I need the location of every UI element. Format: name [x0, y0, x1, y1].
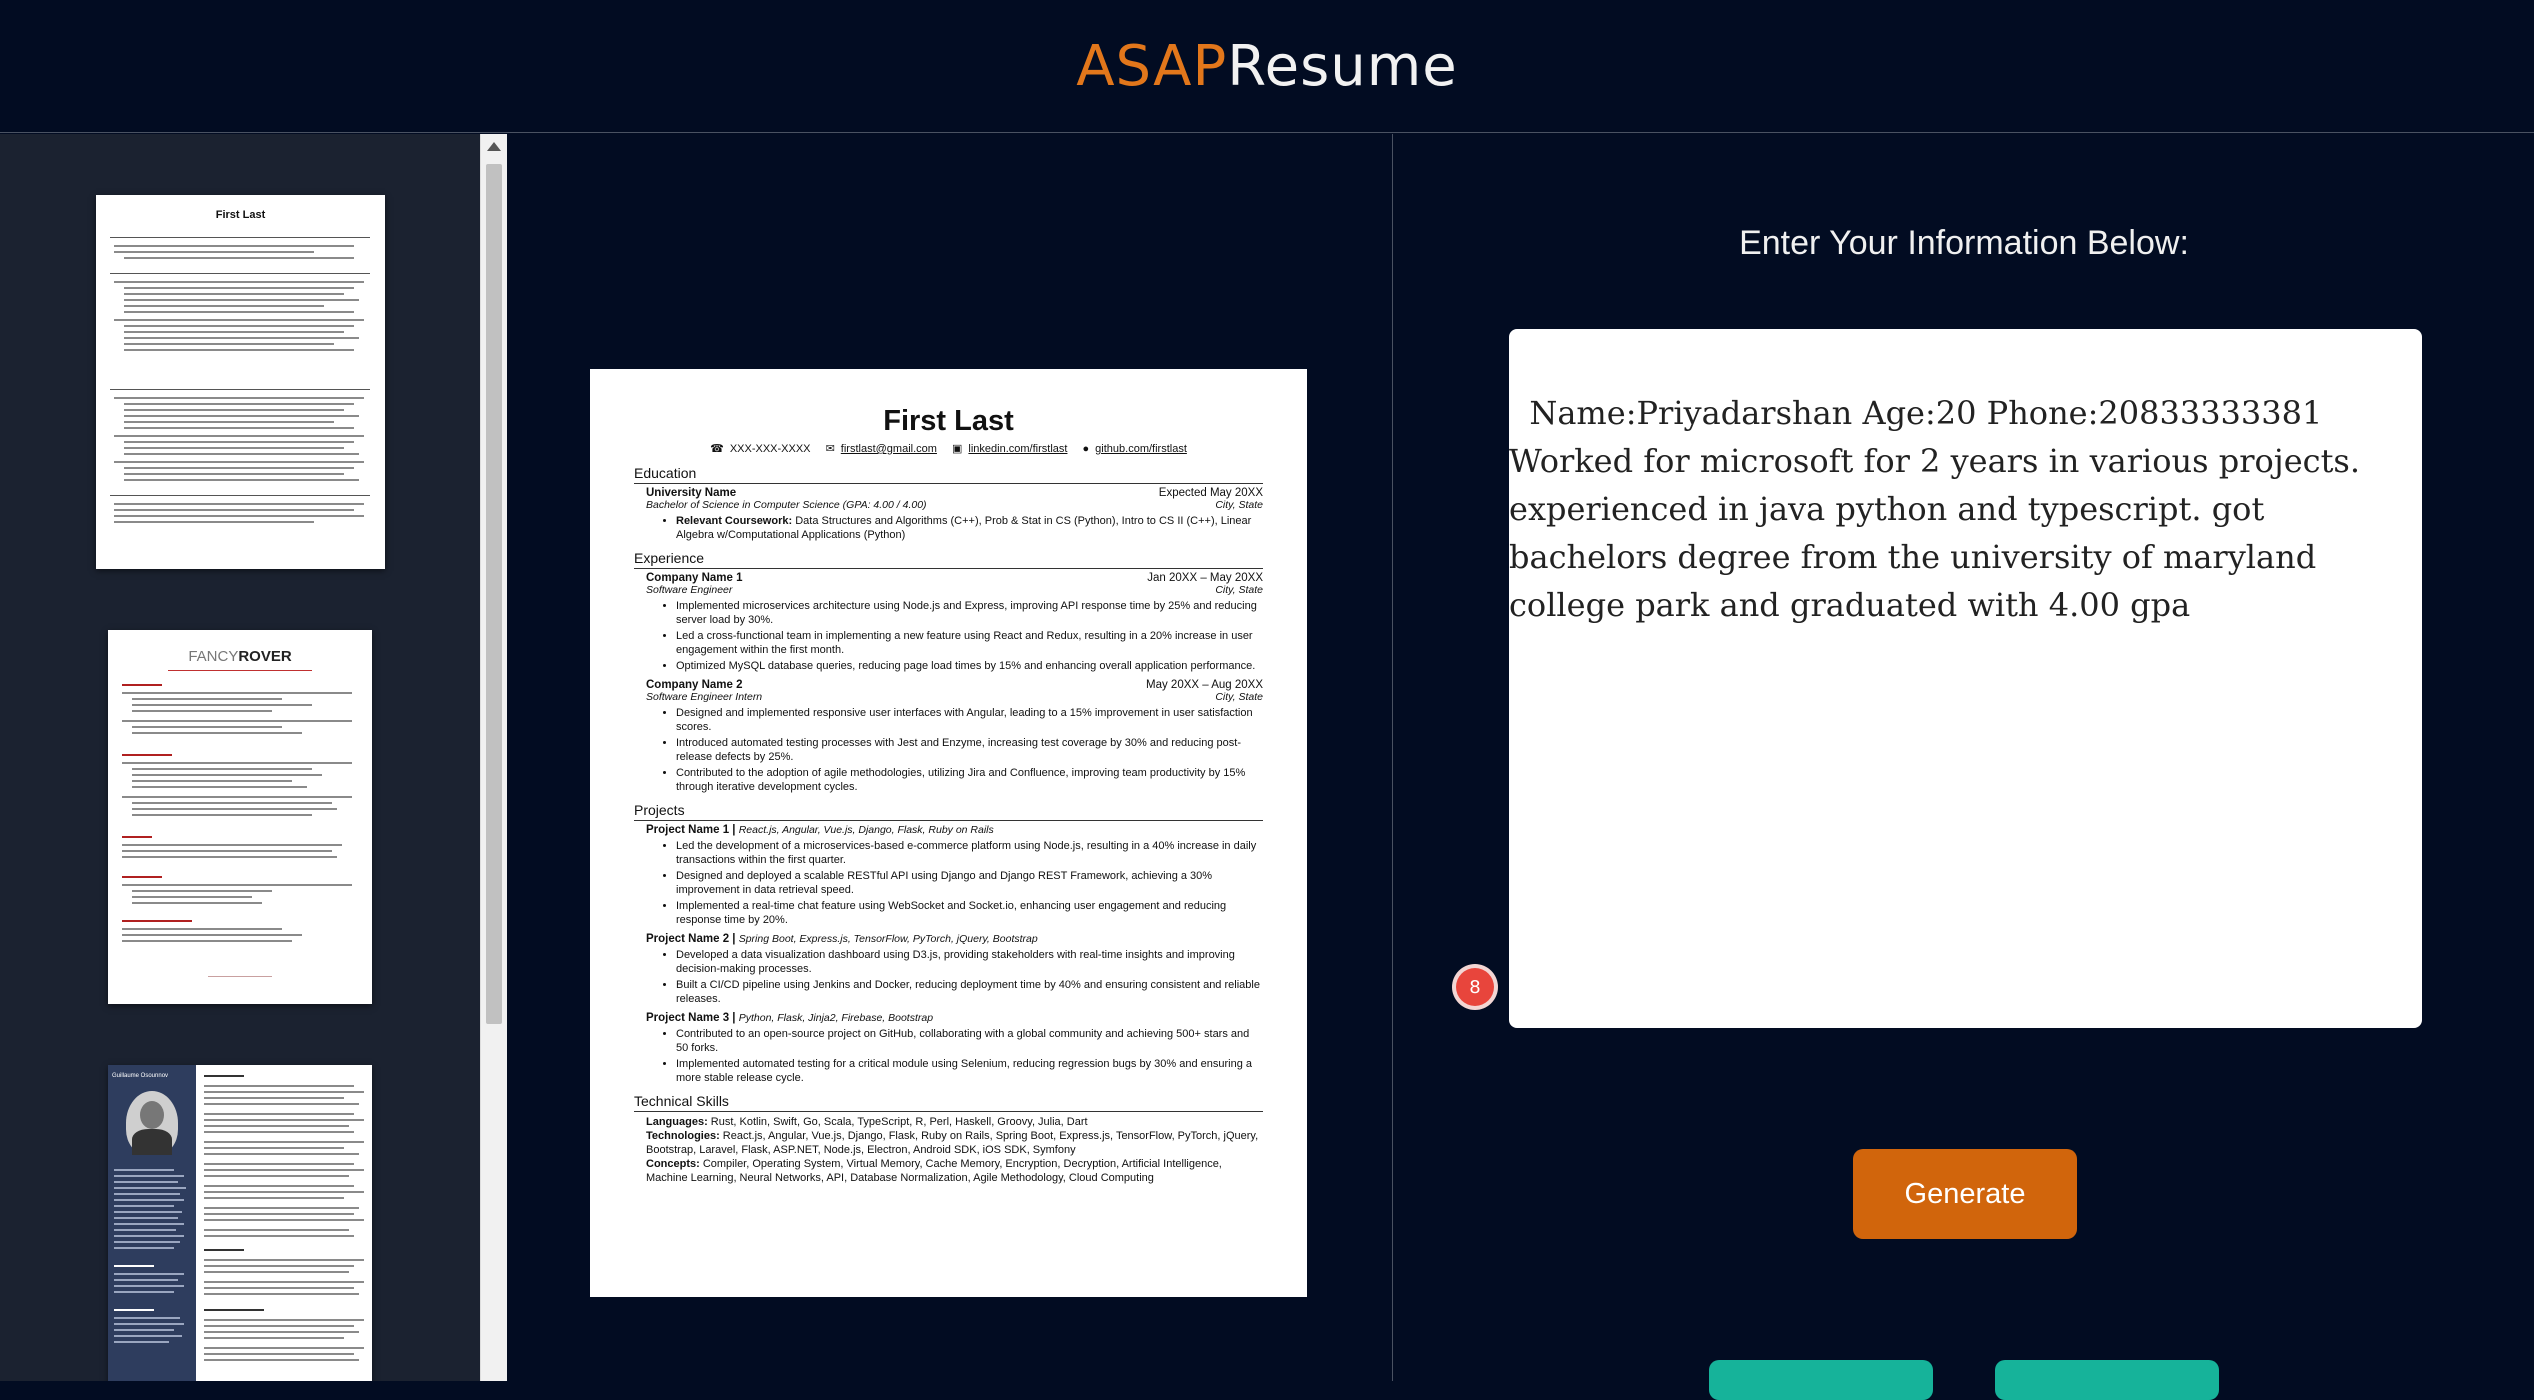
- logo-asap: ASAP: [1076, 33, 1228, 99]
- company-name: Company Name 1: [646, 572, 743, 584]
- skills-value: Rust, Kotlin, Swift, Go, Scala, TypeScript, R, Perl, Haskell, Groovy, Julia, Dart: [707, 1116, 1088, 1128]
- input-prompt: Enter Your Information Below:: [1739, 224, 2189, 262]
- list-item: • Led the development of a microservices-based e-commerce platform using Node.js, resulting in a 40% increase in daily transactions within the first quarter.: [676, 839, 1263, 867]
- skills-value: Compiler, Operating System, Virtual Memory, Cache Memory, Encryption, Decryption, Artificial Intelligence, Machine Learning, Neural Networks, API, Database Normalization, Agile Methodology, Cloud Computing: [646, 1158, 1222, 1184]
- resume-contact: [634, 442, 1263, 455]
- experience-bullets: [634, 599, 1263, 673]
- resume-github[interactable]: github.com/firstlast: [1095, 443, 1187, 455]
- template-2-name-bold: ROVER: [238, 648, 292, 665]
- notification-badge[interactable]: 8: [1456, 968, 1494, 1006]
- template-list: [0, 134, 480, 1381]
- list-item: • Implemented automated testing for a critical module using Selenium, reducing regression bugs by 30% and ensuring a more stable release cycle.: [676, 1057, 1263, 1085]
- experience-bullets: [634, 706, 1263, 794]
- secondary-button-1[interactable]: [1709, 1360, 1933, 1400]
- template-2-name: [108, 648, 372, 665]
- project-row: Project Name 1 | React.js, Angular, Vue.js, Django, Flask, Ruby on Rails: [646, 824, 994, 836]
- project-tech: Spring Boot, Express.js, TensorFlow, PyTorch, jQuery, Bootstrap: [738, 933, 1038, 945]
- experience-row: [634, 679, 1263, 691]
- skills-value: React.js, Angular, Vue.js, Django, Flask, Ruby on Rails, Spring Boot, Express.js, TensorFlow, PyTorch, jQuery, Bootstrap, Laravel, Flask, ASP.NET, Node.js, Electron, Android SDK, iOS SDK, Symfony: [646, 1130, 1259, 1156]
- template-3-photo: [126, 1091, 178, 1155]
- coursework: Data Structures and Algorithms (C++), Prob & Stat in CS (Python), Intro to CS II (C++), Linear Algebra w/Computational Applications (Python): [676, 515, 1252, 541]
- list-item: [676, 514, 1263, 542]
- resume-linkedin[interactable]: linkedin.com/firstlast: [968, 443, 1068, 455]
- list-item: • Implemented microservices architecture using Node.js and Express, improving API response time by 25% and reducing server load by 30%.: [676, 599, 1263, 627]
- project-name: Project Name 3: [646, 1012, 730, 1024]
- template-3-name: Guillaume Osounnov: [112, 1073, 169, 1079]
- resume-email[interactable]: firstlast@gmail.com: [840, 443, 937, 455]
- section-projects: Projects: [634, 802, 1263, 821]
- info-text: Name:Priyadarshan Age:20 Phone:20833333381 Worked for microsoft for 2 years in various projects. experienced in java python and typescript. got bachelors degree from the university of maryland college park and graduated with 4.00 gpa: [1509, 394, 2371, 624]
- job-title: Software Engineer: [646, 584, 733, 596]
- email-icon: ✉: [825, 443, 835, 455]
- list-item: • Designed and implemented responsive user interfaces with Angular, leading to a 15% improvement in user satisfaction scores.: [676, 706, 1263, 734]
- scroll-up-arrow-icon[interactable]: [487, 142, 501, 151]
- resume-name: First Last: [883, 405, 1014, 437]
- scroll-thumb[interactable]: [486, 164, 502, 1024]
- info-textarea[interactable]: [1509, 329, 2422, 1028]
- school-name: University Name: [646, 487, 737, 499]
- experience-sub-row: [634, 584, 1263, 596]
- skills-row: [646, 1115, 1263, 1129]
- degree: Bachelor of Science in Computer Science (GPA: 4.00 / 4.00): [646, 499, 927, 511]
- resume-preview-panel: [507, 134, 1393, 1381]
- list-item: • Optimized MySQL database queries, reducing page load times by 15% and enhancing overall application performance.: [676, 659, 1263, 673]
- secondary-button-2[interactable]: [1995, 1360, 2219, 1400]
- skills-label: Concepts:: [646, 1158, 700, 1170]
- education-date: Expected May 20XX: [1158, 487, 1263, 499]
- project-row: Project Name 2 | Spring Boot, Express.js, TensorFlow, PyTorch, jQuery, Bootstrap: [646, 933, 1038, 945]
- company-name: Company Name 2: [646, 679, 743, 691]
- project-bullets: [634, 1027, 1263, 1085]
- project-bullets: [634, 948, 1263, 1006]
- project-row: Project Name 3 | Python, Flask, Jinja2, Firebase, Bootstrap: [646, 1012, 934, 1024]
- template-3-sidebar: [108, 1065, 196, 1381]
- experience-location: City, State: [1215, 584, 1263, 596]
- experience-date: Jan 20XX – May 20XX: [1147, 572, 1263, 584]
- template-2-name-light: FANCY: [188, 648, 239, 665]
- phone-icon: ☎: [710, 443, 724, 455]
- education-list: [634, 514, 1263, 542]
- experience-row: [634, 572, 1263, 584]
- list-item: • Developed a data visualization dashboard using D3.js, providing stakeholders with real-time insights and improving decision-making processes.: [676, 948, 1263, 976]
- template-1-name: First Last: [215, 209, 266, 221]
- education-row: [634, 487, 1263, 499]
- logo-resume: Resume: [1227, 33, 1458, 99]
- app-logo[interactable]: [1076, 34, 1458, 99]
- template-list-scrollbar[interactable]: [480, 134, 507, 1381]
- skills-label: Technologies:: [646, 1130, 720, 1142]
- experience-sub-row: [634, 691, 1263, 703]
- github-icon: ●: [1082, 443, 1090, 455]
- project-tech: Python, Flask, Jinja2, Firebase, Bootstrap: [738, 1012, 934, 1024]
- section-technical-skills: Technical Skills: [634, 1093, 1263, 1112]
- resume-preview-page: [590, 369, 1307, 1297]
- list-item: • Contributed to an open-source project on GitHub, collaborating with a global community and achieving 500+ stars and 50 forks.: [676, 1027, 1263, 1055]
- skills-label: Languages:: [646, 1116, 708, 1128]
- education-location: City, State: [1215, 499, 1263, 511]
- skills-list: [634, 1115, 1263, 1185]
- project-bullets: [634, 839, 1263, 927]
- linkedin-icon: ▣: [952, 443, 963, 455]
- project-tech: React.js, Angular, Vue.js, Django, Flask, Ruby on Rails: [738, 824, 994, 836]
- list-item: • Led a cross-functional team in implementing a new feature using React and Redux, resulting in a 20% increase in user engagement within the first month.: [676, 629, 1263, 657]
- project-name: Project Name 1: [646, 824, 730, 836]
- generate-button[interactable]: Generate: [1853, 1149, 2077, 1239]
- list-item: • Contributed to the adoption of agile methodologies, utilizing Jira and Confluence, improving team productivity by 15% through iterative development cycles.: [676, 766, 1263, 794]
- experience-date: May 20XX – Aug 20XX: [1146, 679, 1263, 691]
- skills-row: [646, 1129, 1263, 1157]
- resume-phone: XXX-XXX-XXXX: [729, 443, 811, 455]
- list-item: • Built a CI/CD pipeline using Jenkins and Docker, reducing deployment time by 40% and ensuring consistent and reliable releases.: [676, 978, 1263, 1006]
- skills-row: [646, 1157, 1263, 1185]
- template-thumbnail-3[interactable]: [108, 1065, 372, 1381]
- section-education: Education: [634, 465, 1263, 484]
- education-sub-row: [634, 499, 1263, 511]
- app-header: [0, 0, 2534, 133]
- experience-location: City, State: [1215, 691, 1263, 703]
- project-name: Project Name 2: [646, 933, 730, 945]
- coursework-label: Relevant Coursework:: [676, 515, 793, 527]
- list-item: • Implemented a real-time chat feature using WebSocket and Socket.io, enhancing user engagement and reducing response time by 20%.: [676, 899, 1263, 927]
- section-experience: Experience: [634, 550, 1263, 569]
- job-title: Software Engineer Intern: [646, 691, 763, 703]
- list-item: • Introduced automated testing processes with Jest and Enzyme, increasing test coverage by 30% and reducing post-release defects by 25%.: [676, 736, 1263, 764]
- template-thumbnail-1[interactable]: [96, 195, 385, 569]
- template-thumbnail-2[interactable]: [108, 630, 372, 1004]
- list-item: • Designed and deployed a scalable RESTful API using Django and Django REST Framework, achieving a 30% improvement in data retrieval speed.: [676, 869, 1263, 897]
